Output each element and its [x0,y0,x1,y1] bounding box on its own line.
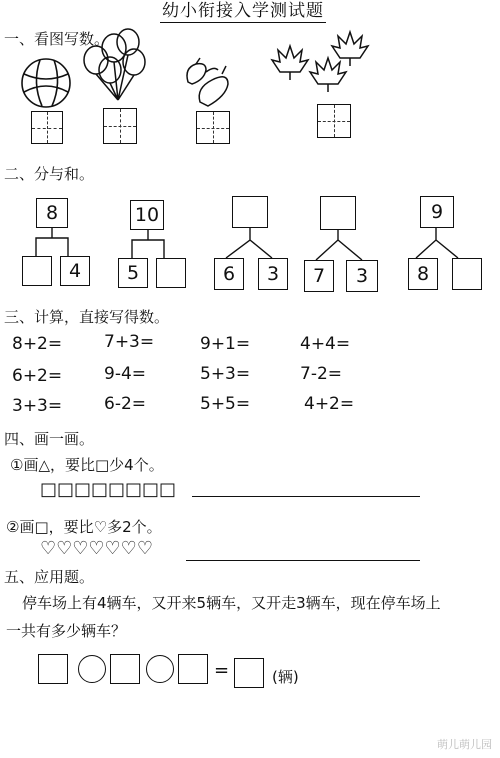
draw-q1-squares: □□□□□□□□ [40,479,177,500]
calc-item[interactable]: 9-4= [104,364,147,384]
split-bottom-2a[interactable]: 5 [118,258,148,288]
split-bottom-4b[interactable]: 3 [346,260,378,292]
calc-item[interactable]: 5+5= [200,394,251,414]
calc-item[interactable]: 8+2= [12,334,63,354]
split-bottom-1a[interactable] [22,256,52,286]
section-1-heading: 一、看图写数。 [4,30,110,48]
section-4-heading: 四、画一画。 [4,430,95,448]
split-bottom-5b[interactable] [452,258,482,290]
draw-answer-line-1[interactable] [192,496,420,497]
operator-circle-2[interactable] [146,655,174,683]
calc-item[interactable]: 4+4= [300,334,351,354]
word-problem-line-2: 一共有多少辆车？ [6,622,127,640]
watermark: 萌儿萌儿园 [437,738,492,751]
draw-question-2: ②画□，要比♡多2个。 [6,518,162,536]
word-problem-line-1: 停车场上有4辆车，又开来5辆车，又开走3辆车，现在停车场上 [22,594,441,612]
calc-item[interactable]: 7-2= [300,364,343,384]
answer-box-3[interactable] [178,654,208,684]
split-bottom-3b[interactable]: 3 [258,258,288,290]
split-bottom-4a[interactable]: 7 [304,260,334,292]
split-bottom-1b[interactable]: 4 [60,256,90,286]
section-3-heading: 三、计算，直接写得数。 [4,308,170,326]
answer-box-result[interactable] [234,658,264,688]
calc-item[interactable]: 7+3= [104,332,155,352]
split-bottom-5a[interactable]: 8 [408,258,438,290]
draw-q2-hearts: ♡♡♡♡♡♡♡ [40,538,153,559]
calc-item[interactable]: 9+1= [200,334,251,354]
draw-answer-line-2[interactable] [186,560,420,561]
answer-box-1[interactable] [38,654,68,684]
section-5-heading: 五、应用题。 [4,568,95,586]
split-top-2[interactable]: 10 [130,200,164,230]
unit-label: (辆) [272,668,299,686]
split-top-5[interactable]: 9 [420,196,454,228]
page-title: 幼小衔接入学测试题 [160,0,326,23]
calc-item[interactable]: 6-2= [104,394,147,414]
calc-item[interactable]: 6+2= [12,366,63,386]
calc-item[interactable]: 3+3= [12,396,63,416]
operator-circle-1[interactable] [78,655,106,683]
section-2-heading: 二、分与和。 [4,165,95,183]
split-top-4[interactable] [320,196,356,230]
split-bottom-3a[interactable]: 6 [214,258,244,290]
answer-box-2[interactable] [110,654,140,684]
split-bottom-2b[interactable] [156,258,186,288]
calc-item[interactable]: 4+2= [304,394,355,414]
split-top-1[interactable]: 8 [36,198,68,228]
draw-question-1: ①画△，要比□少4个。 [10,456,164,474]
equals-sign: = [214,660,230,681]
calc-item[interactable]: 5+3= [200,364,251,384]
split-top-3[interactable] [232,196,268,228]
